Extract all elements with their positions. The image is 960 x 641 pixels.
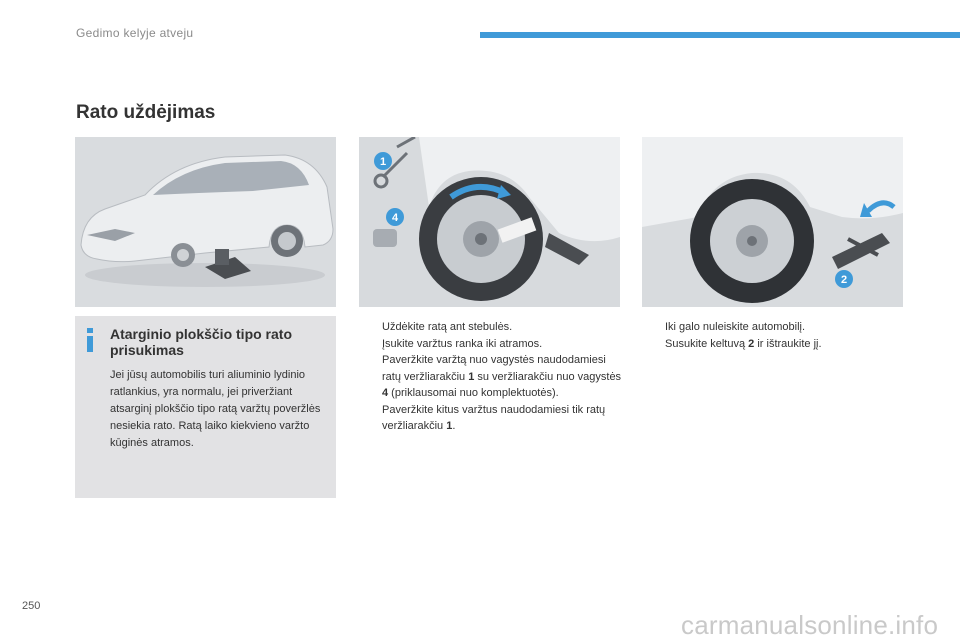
- list-item: Susukite keltuvą 2 ir ištraukite jį.: [665, 337, 822, 350]
- figure-wheel-wrench: [359, 137, 620, 307]
- header-section-title: Gedimo kelyje atveju: [76, 26, 194, 40]
- list-item: Iki galo nuleiskite automobilį.: [665, 321, 806, 333]
- list-item: Paveržkite kitus varžtus naudodamiesi tik ratų veržliarakčiu 1.: [382, 403, 606, 432]
- label-wrench: 1: [379, 156, 387, 168]
- figure-lowering-jack: [642, 137, 903, 307]
- label-jack: 2: [840, 274, 848, 286]
- figure-car-on-jack: [75, 137, 336, 307]
- steps-list-left: [362, 319, 622, 435]
- list-item: Įsukite varžtus ranka iki atramos.: [382, 337, 543, 350]
- page-number: 250: [22, 600, 41, 612]
- info-box-title: Atarginio plokščio tipo rato prisukimas: [110, 326, 293, 358]
- list-item: Paveržkite varžtą nuo vagystės naudodamiesi ratų veržliarakčiu 1 su veržliarakčiu nuo vagystės 4 (priklausomai nuo komplektuotės).: [382, 354, 622, 399]
- header-accent-bar: [480, 32, 960, 38]
- watermark: carmanualsonline.info: [681, 610, 939, 640]
- info-box-text: Jei jūsų automobilis turi aliuminio lydinio ratlankius, yra normalu, jei priveržiant atsarginį plokščio tipo ratą varžtų poveržlės nesiekia rato. Ratą laiko kiekvieno varžto kūginės atramos.: [110, 369, 321, 449]
- page-title: Rato uždėjimas: [76, 102, 216, 123]
- info-icon: [83, 328, 97, 352]
- list-item: Uždėkite ratą ant stebulės.: [382, 321, 513, 333]
- steps-list-right: [645, 319, 905, 352]
- label-anti-theft-key: 4: [391, 212, 399, 224]
